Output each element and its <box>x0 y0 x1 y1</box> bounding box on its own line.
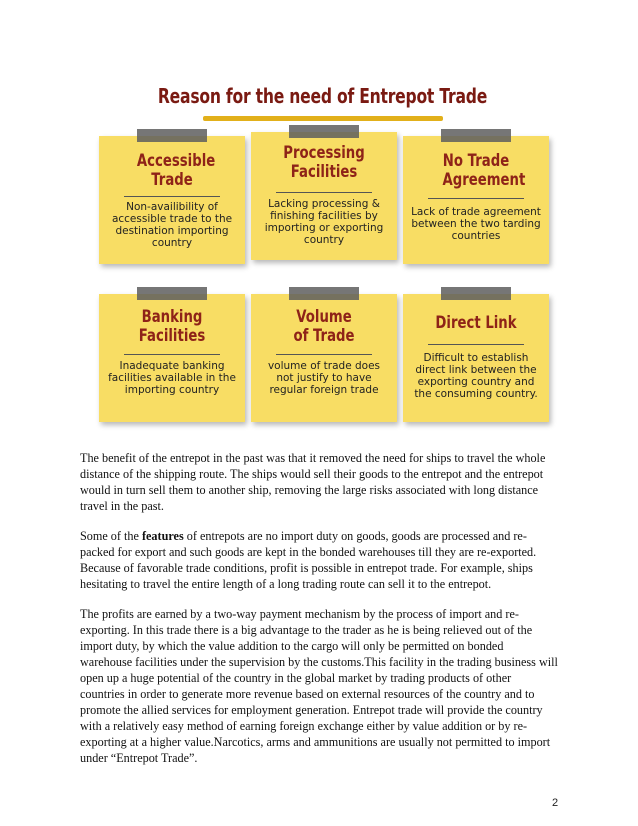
note-direct-link <box>403 294 549 422</box>
note-description: Lack of trade agreement between the two tarding countries <box>411 206 541 242</box>
paragraph-features <box>80 528 558 592</box>
note-heading: Direct Link <box>435 313 517 333</box>
note-description: Inadequate banking facilities available in the importing country <box>108 360 236 396</box>
page-number: 2 <box>552 797 559 809</box>
document-body <box>80 450 558 780</box>
note-divider <box>428 344 524 345</box>
paragraph: The profits are earned by a two-way payment mechanism by the process of import and re-exporting. In this trade there is a big advantage to the trader as he is being relieved out of the import duty, by which the value addition to the cargo will only be permitted on bonded warehouse facilities under the supervision by the customs.This facility in the trading business will open up a huge potential of the country in the global market by trading products of other countries in order to generate more revenue based on external resources of the country and to promote the allied services for employment generation. Entrepot trade will provide the country with a relatively easy method of earning foreign exchange either by value addition or by re-exporting at a higher value.Narcotics, arms and ammunitions are usually not permitted to import under “Entrepot Trade”. <box>80 607 558 765</box>
note-divider <box>124 196 220 197</box>
note-description: Non-availibility of accessible trade to the destination importing country <box>111 201 233 249</box>
infographic-title: Reason for the need of Entrepot Trade <box>157 84 488 108</box>
note-heading: Banking Facilities <box>138 307 206 346</box>
bold-term: features <box>141 529 184 543</box>
paragraph-text: Some of the <box>80 529 142 543</box>
note-divider <box>124 354 220 355</box>
title-underline <box>203 116 443 121</box>
tape <box>441 287 511 300</box>
tape <box>289 287 359 300</box>
note-heading: Volume of Trade <box>293 307 355 346</box>
note-banking-facilities <box>99 294 245 422</box>
note-heading: Processing Facilities <box>283 143 365 182</box>
note-heading: No Trade Agreement <box>442 151 526 190</box>
note-no-trade-agreement <box>403 136 549 264</box>
paragraph: The benefit of the entrepot in the past was that it removed the need for ships to travel the whole distance of the shipping route. The ships would sell their goods to the entrepot and the entrepot would in turn sell them to another ship, removing the large risks associated with long distance travel in the past. <box>80 451 546 513</box>
tape <box>441 129 511 142</box>
note-description: Lacking processing & finishing facilities by importing or exporting country <box>264 198 384 246</box>
note-description: volume of trade does not justify to have regular foreign trade <box>267 360 381 396</box>
note-divider <box>428 198 524 199</box>
note-divider <box>276 192 372 193</box>
tape <box>137 129 207 142</box>
note-divider <box>276 354 372 355</box>
note-accessible-trade <box>99 136 245 264</box>
note-heading: Accessible Trade <box>136 151 216 190</box>
note-processing-facilities <box>251 132 397 260</box>
paragraph-text: of entrepots are no import duty on goods, goods are processed and re-packed for export and such goods are kept in the bonded warehouses till they are re-exported. Because of favorable trade conditions, profit is possible in entrepot trade. For example, ships hesitating to travel the entire length of a long trading route can sell it to the entrepot. <box>80 529 537 591</box>
note-description: Difficult to establish direct link between the exporting country and the consuming country. <box>414 352 538 400</box>
tape <box>137 287 207 300</box>
note-volume-of-trade <box>251 294 397 422</box>
tape <box>289 125 359 138</box>
infographic <box>85 72 560 438</box>
